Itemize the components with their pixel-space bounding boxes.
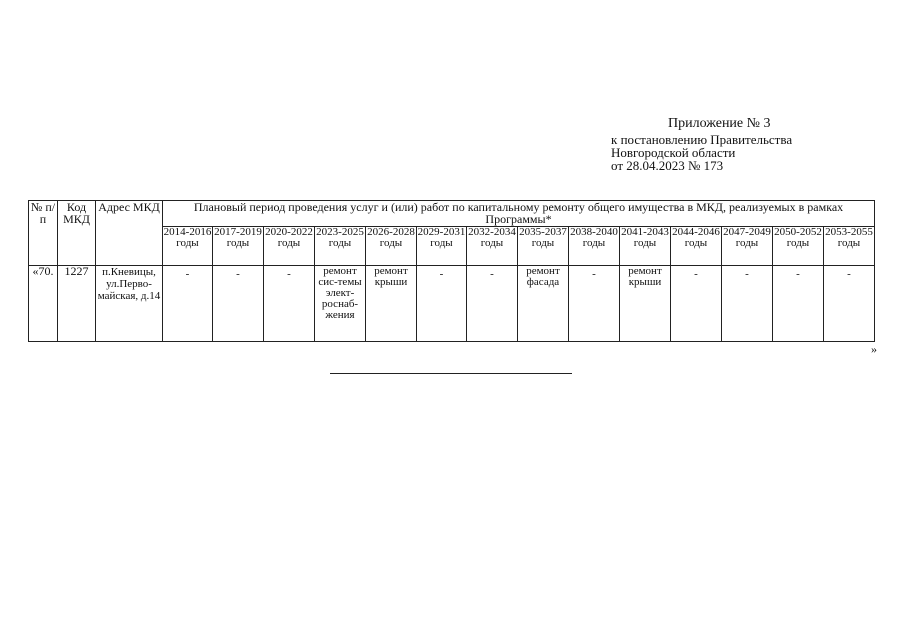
appendix-subtitle (611, 133, 792, 172)
work-cell: - (824, 266, 875, 342)
period-header: 2020-2022 годы (264, 227, 315, 266)
row-address: п.Кневицы, ул.Перво-майская, д.14 (96, 266, 163, 342)
period-header: 2050-2052 годы (773, 227, 824, 266)
work-cell: - (467, 266, 518, 342)
appendix-title: Приложение № 3 (668, 116, 771, 131)
row-code: 1227 (58, 266, 96, 342)
period-header: 2047-2049 годы (722, 227, 773, 266)
footnote-divider (330, 373, 572, 374)
work-cell: ремонт крыши (620, 266, 671, 342)
work-cell: - (671, 266, 722, 342)
header-row-main (29, 201, 875, 227)
header-code: Код МКД (58, 201, 96, 266)
header-number: № п/п (29, 201, 58, 266)
period-header: 2032-2034 годы (467, 227, 518, 266)
table-row (29, 266, 875, 342)
work-cell: - (417, 266, 467, 342)
work-cell: - (264, 266, 315, 342)
work-cell: - (773, 266, 824, 342)
header-address: Адрес МКД (96, 201, 163, 266)
repair-plan-table (28, 200, 875, 342)
work-cell: - (163, 266, 213, 342)
appendix-line-2: Новгородской области (611, 145, 736, 160)
period-header: 2038-2040 годы (569, 227, 620, 266)
period-header: 2017-2019 годы (213, 227, 264, 266)
period-header: 2026-2028 годы (366, 227, 417, 266)
work-cell: ремонт фасада (518, 266, 569, 342)
closing-quote: » (871, 342, 877, 356)
work-cell: - (569, 266, 620, 342)
work-cell: - (722, 266, 773, 342)
work-cell: ремонт сис-темы элект-роснаб-жения (315, 266, 366, 342)
period-header: 2029-2031 годы (417, 227, 467, 266)
appendix-line-1: к постановлению Правительства (611, 132, 793, 147)
period-header: 2044-2046 годы (671, 227, 722, 266)
period-header: 2041-2043 годы (620, 227, 671, 266)
period-header: 2053-2055 годы (824, 227, 875, 266)
row-number: «70. (29, 266, 58, 342)
work-cell: ремонт крыши (366, 266, 417, 342)
appendix-line-3: от 28.04.2023 № 173 (611, 158, 724, 173)
header-planned-period: Плановый период проведения услуг и (или) работ по капитальному ремонту общего имущества в МКД, реализуемых в рамках Программы* (163, 201, 875, 227)
work-cell: - (213, 266, 264, 342)
period-header: 2035-2037 годы (518, 227, 569, 266)
period-header: 2023-2025 годы (315, 227, 366, 266)
period-header: 2014-2016 годы (163, 227, 213, 266)
